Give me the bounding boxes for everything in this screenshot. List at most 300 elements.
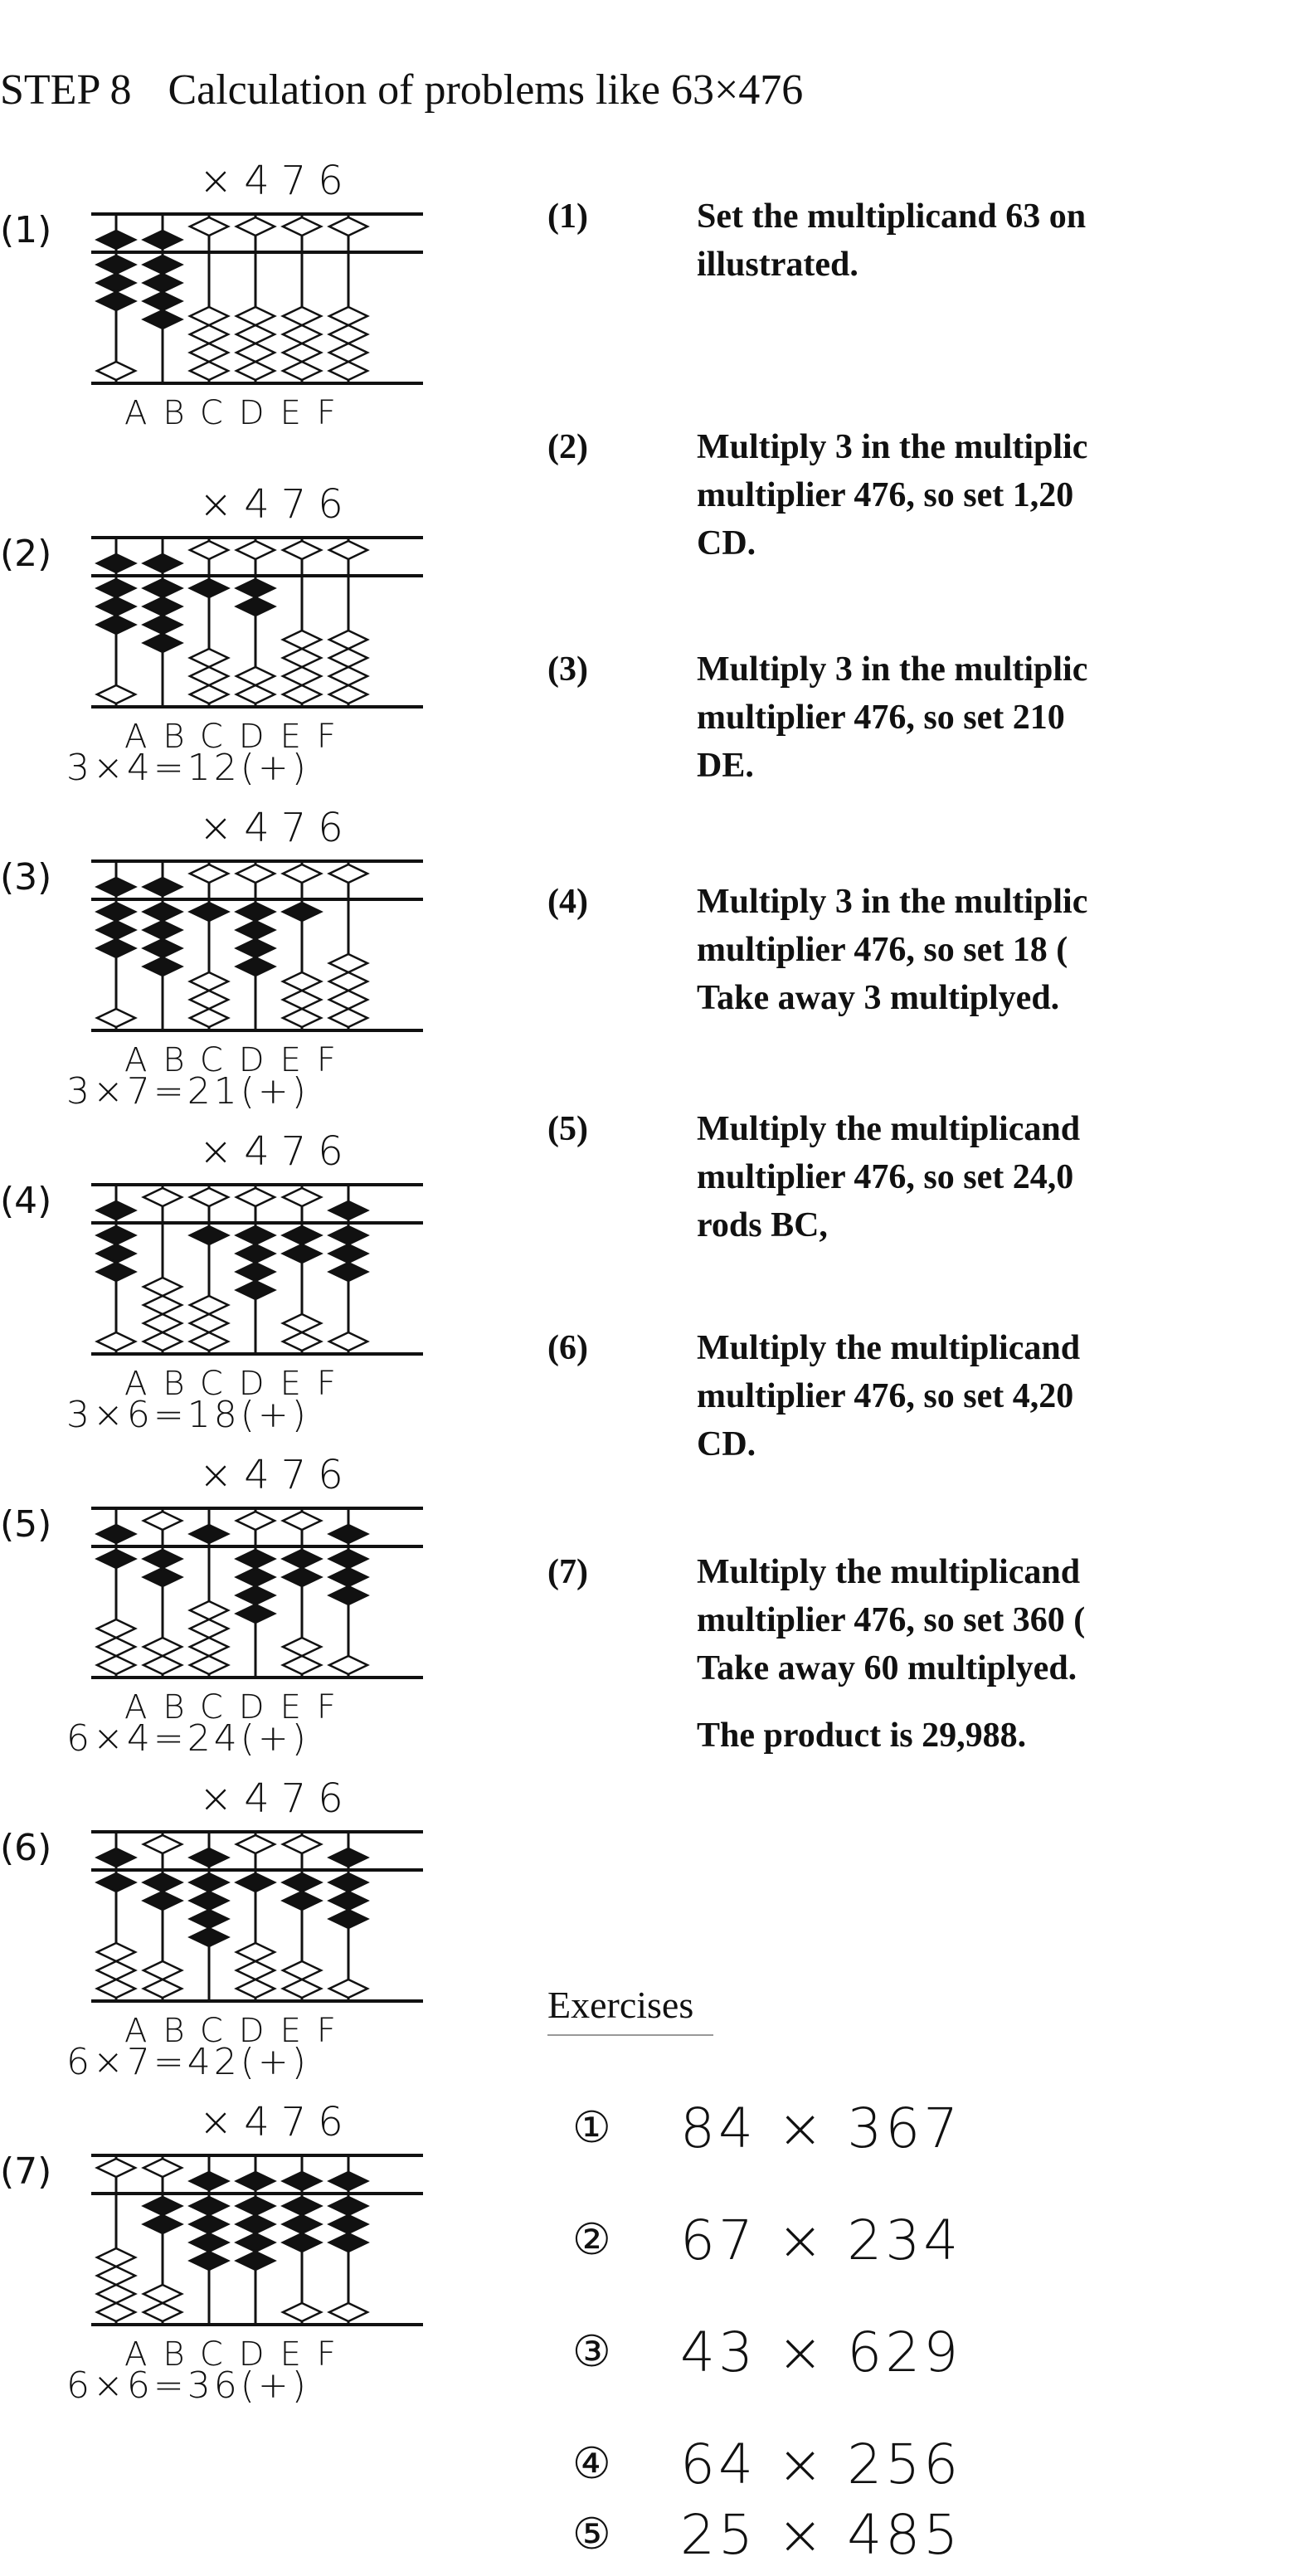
abacus-earth-bead [236, 1281, 275, 1299]
abacus-beam [91, 1868, 423, 1872]
abacus-earth-bead [97, 579, 135, 597]
abacus-heaven-bead [283, 1835, 321, 1853]
multiplier-label: ×476 [199, 1775, 355, 1822]
abacus-earth-bead [236, 1244, 275, 1263]
abacus-heaven-bead [236, 1512, 275, 1530]
abacus-earth-bead [329, 991, 367, 1009]
abacus-earth-bead [190, 972, 228, 991]
abacus-diagram [83, 199, 431, 398]
abacus-earth-bead [190, 1601, 228, 1619]
abacus-earth-bead [190, 2233, 228, 2252]
multiplier-label: ×476 [199, 1128, 355, 1175]
abacus-earth-bead [329, 1009, 367, 1027]
abacus-earth-bead [329, 2197, 367, 2215]
abacus-earth-bead [329, 1244, 367, 1263]
abacus-heaven-bead [236, 217, 275, 236]
multiplier-label: ×476 [199, 481, 355, 528]
abacus-heaven-bead [143, 554, 182, 572]
instruction-line: DE. [697, 747, 754, 785]
rod-letters: ABCDEF [124, 718, 352, 756]
instruction-number: (6) [547, 1329, 588, 1367]
exercise-item-3 [572, 2319, 961, 2385]
abacus-top-frame [91, 1830, 423, 1833]
abacus-earth-bead [143, 1568, 182, 1586]
abacus-earth-bead [283, 1961, 321, 1979]
abacus-earth-bead [143, 1278, 182, 1296]
partial-product-equation: 6×7=42(+) [66, 2041, 309, 2083]
abacus-earth-bead [236, 903, 275, 921]
rod-letters: ABCDEF [124, 1041, 352, 1079]
abacus-step-6 [0, 1775, 481, 2099]
exercise-number: ① [572, 2103, 611, 2153]
abacus-earth-bead [143, 1332, 182, 1351]
abacus-earth-bead [97, 1656, 135, 1674]
exercise-expression: 25 × 485 [680, 2502, 962, 2567]
abacus-earth-bead [97, 1263, 135, 1281]
abacus-heaven-bead [190, 1525, 228, 1543]
exercise-expression: 67 × 234 [680, 2208, 962, 2272]
instruction-number: (7) [547, 1553, 588, 1591]
abacus-earth-bead [190, 579, 228, 597]
abacus-earth-bead [236, 2197, 275, 2215]
abacus-earth-bead [283, 1979, 321, 1998]
abacus-step-number: (5) [0, 1503, 52, 1546]
abacus-earth-bead [190, 1226, 228, 1244]
abacus-earth-bead [190, 1314, 228, 1332]
abacus-bottom-frame [91, 705, 423, 709]
abacus-diagram [83, 1170, 431, 1369]
exercises-title: Exercises [547, 1984, 694, 2026]
abacus-earth-bead [329, 631, 367, 649]
abacus-heaven-bead [190, 1848, 228, 1867]
abacus-earth-bead [329, 685, 367, 704]
abacus-earth-bead [97, 1009, 135, 1027]
abacus-earth-bead [190, 667, 228, 685]
abacus-heaven-bead [143, 1512, 182, 1530]
abacus-heaven-bead [283, 864, 321, 883]
abacus-earth-bead [236, 2215, 275, 2233]
instruction-line: Multiply 3 in the multiplic [697, 650, 1088, 689]
abacus-heaven-bead [283, 541, 321, 559]
abacus-earth-bead [143, 310, 182, 329]
exercise-number: ⑤ [572, 2510, 611, 2559]
abacus-earth-bead [143, 2303, 182, 2321]
rod-letters: ABCDEF [124, 1688, 352, 1726]
abacus-diagram [83, 1493, 431, 1692]
instruction-6 [547, 1324, 1277, 1468]
abacus-earth-bead [283, 2233, 321, 2252]
instruction-line: Multiply the multiplicand [697, 1329, 1081, 1367]
instruction-text [697, 645, 1277, 790]
instruction-2 [547, 423, 1277, 567]
abacus-earth-bead [190, 2252, 228, 2270]
exercise-item-1 [572, 2095, 961, 2161]
abacus-heaven-bead [283, 2172, 321, 2190]
abacus-earth-bead [283, 1892, 321, 1910]
abacus-earth-bead [283, 1550, 321, 1568]
instruction-line: multiplier 476, so set 210 [697, 699, 1065, 737]
abacus-earth-bead [190, 1873, 228, 1892]
instruction-text [697, 1548, 1277, 1692]
abacus-earth-bead [143, 903, 182, 921]
abacus-heaven-bead [329, 217, 367, 236]
exercise-number: ② [572, 2215, 611, 2265]
exercise-number: ③ [572, 2327, 611, 2377]
abacus-top-frame [91, 212, 423, 216]
abacus-earth-bead [143, 1550, 182, 1568]
abacus-beam [91, 1221, 423, 1225]
abacus-heaven-bead [283, 1512, 321, 1530]
abacus-earth-bead [190, 325, 228, 343]
abacus-diagram [83, 1817, 431, 2016]
abacus-earth-bead [97, 292, 135, 310]
abacus-earth-bead [236, 579, 275, 597]
abacus-earth-bead [97, 1619, 135, 1638]
instruction-text [697, 1105, 1277, 1249]
abacus-earth-bead [329, 1873, 367, 1892]
abacus-earth-bead [143, 274, 182, 292]
abacus-earth-bead [143, 957, 182, 976]
abacus-earth-bead [329, 362, 367, 380]
abacus-step-4 [0, 1128, 481, 1452]
abacus-earth-bead [190, 1332, 228, 1351]
abacus-earth-bead [283, 1314, 321, 1332]
abacus-heaven-bead [236, 1188, 275, 1206]
abacus-earth-bead [283, 903, 321, 921]
abacus-earth-bead [329, 667, 367, 685]
abacus-earth-bead [143, 939, 182, 957]
abacus-earth-bead [236, 1943, 275, 1961]
abacus-heaven-bead [190, 217, 228, 236]
abacus-earth-bead [236, 1961, 275, 1979]
multiplier-label: ×476 [199, 158, 355, 204]
multiplier-label: ×476 [199, 805, 355, 851]
abacus-step-number: (7) [0, 2150, 52, 2193]
abacus-earth-bead [329, 1656, 367, 1674]
abacus-earth-bead [97, 685, 135, 704]
abacus-earth-bead [236, 2252, 275, 2270]
abacus-earth-bead [236, 685, 275, 704]
abacus-heaven-bead [329, 1848, 367, 1867]
abacus-earth-bead [329, 1263, 367, 1281]
abacus-earth-bead [97, 1979, 135, 1998]
instruction-text [697, 878, 1277, 1022]
abacus-earth-bead [236, 1263, 275, 1281]
abacus-earth-bead [236, 1226, 275, 1244]
abacus-heaven-bead [97, 554, 135, 572]
exercise-item-4 [572, 2431, 961, 2497]
abacus-heaven-bead [190, 1188, 228, 1206]
abacus-earth-bead [190, 2215, 228, 2233]
abacus-earth-bead [97, 1244, 135, 1263]
abacus-beam [91, 2192, 423, 2195]
abacus-earth-bead [97, 2285, 135, 2303]
abacus-earth-bead [236, 939, 275, 957]
abacus-heaven-bead [236, 864, 275, 883]
abacus-step-2 [0, 481, 481, 805]
abacus-earth-bead [329, 1892, 367, 1910]
abacus-earth-bead [190, 2197, 228, 2215]
abacus-earth-bead [190, 307, 228, 325]
abacus-earth-bead [97, 2303, 135, 2321]
abacus-heaven-bead [97, 2159, 135, 2177]
abacus-earth-bead [97, 1961, 135, 1979]
abacus-earth-bead [329, 1332, 367, 1351]
abacus-earth-bead [236, 362, 275, 380]
abacus-earth-bead [283, 1244, 321, 1263]
abacus-earth-bead [283, 667, 321, 685]
abacus-heaven-bead [143, 878, 182, 896]
abacus-earth-bead [97, 1873, 135, 1892]
abacus-earth-bead [283, 1009, 321, 1027]
abacus-earth-bead [283, 1638, 321, 1656]
abacus-earth-bead [236, 1605, 275, 1623]
abacus-earth-bead [283, 1332, 321, 1351]
abacus-step-number: (1) [0, 209, 52, 251]
abacus-earth-bead [143, 1296, 182, 1314]
partial-product-equation: 6×6=36(+) [66, 2364, 309, 2407]
abacus-earth-bead [190, 1910, 228, 1928]
instruction-text [697, 1324, 1277, 1468]
abacus-earth-bead [97, 1226, 135, 1244]
instruction-line: rods BC, [697, 1206, 828, 1244]
abacus-earth-bead [283, 631, 321, 649]
step-title: Calculation of problems like 63×476 [168, 66, 804, 114]
instruction-line: Multiply 3 in the multiplic [697, 428, 1088, 466]
instruction-number: (2) [547, 428, 588, 466]
abacus-earth-bead [329, 1586, 367, 1605]
rod-letters: ABCDEF [124, 2335, 352, 2374]
abacus-earth-bead [190, 1928, 228, 1946]
abacus-earth-bead [97, 903, 135, 921]
abacus-earth-bead [97, 1638, 135, 1656]
abacus-heaven-bead [190, 2172, 228, 2190]
abacus-earth-bead [190, 991, 228, 1009]
instruction-line: multiplier 476, so set 4,20 [697, 1377, 1074, 1415]
instruction-text [697, 423, 1277, 567]
abacus-heaven-bead [97, 231, 135, 249]
abacus-earth-bead [143, 634, 182, 652]
instruction-line: multiplier 476, so set 1,20 [697, 476, 1074, 514]
abacus-earth-bead [283, 2303, 321, 2321]
step-label: STEP 8 [0, 66, 132, 114]
abacus-earth-bead [190, 1892, 228, 1910]
instruction-number: (1) [547, 197, 588, 236]
abacus-earth-bead [143, 256, 182, 274]
exercise-expression: 43 × 629 [680, 2320, 962, 2384]
abacus-earth-bead [283, 307, 321, 325]
abacus-heaven-bead [236, 2172, 275, 2190]
abacus-heaven-bead [143, 1188, 182, 1206]
partial-product-equation: 3×6=18(+) [66, 1394, 309, 1436]
abacus-top-frame [91, 2154, 423, 2157]
abacus-earth-bead [236, 1568, 275, 1586]
abacus-earth-bead [143, 1314, 182, 1332]
abacus-beam [91, 574, 423, 577]
abacus-earth-bead [283, 1568, 321, 1586]
abacus-earth-bead [143, 1961, 182, 1979]
abacus-earth-bead [143, 616, 182, 634]
abacus-heaven-bead [236, 1835, 275, 1853]
abacus-bottom-frame [91, 1676, 423, 1679]
abacus-heaven-bead [329, 541, 367, 559]
abacus-earth-bead [329, 1550, 367, 1568]
abacus-bottom-frame [91, 2323, 423, 2326]
product-result: The product is 29,988. [697, 1717, 1027, 1755]
abacus-earth-bead [143, 1892, 182, 1910]
abacus-step-3 [0, 805, 481, 1128]
abacus-step-5 [0, 1452, 481, 1775]
abacus-earth-bead [329, 325, 367, 343]
abacus-earth-bead [143, 1979, 182, 1998]
abacus-earth-bead [97, 597, 135, 616]
abacus-earth-bead [283, 649, 321, 667]
instruction-line: Multiply the multiplicand [697, 1110, 1081, 1148]
instruction-line: illustrated. [697, 246, 859, 284]
abacus-earth-bead [329, 2233, 367, 2252]
abacus-earth-bead [190, 1009, 228, 1027]
abacus-earth-bead [283, 1873, 321, 1892]
abacus-earth-bead [97, 616, 135, 634]
abacus-earth-bead [329, 1568, 367, 1586]
abacus-heaven-bead [190, 864, 228, 883]
abacus-step-number: (3) [0, 856, 52, 898]
abacus-earth-bead [143, 1656, 182, 1674]
instruction-line: Multiply 3 in the multiplic [697, 883, 1088, 921]
abacus-top-frame [91, 859, 423, 863]
abacus-heaven-bead [97, 1848, 135, 1867]
abacus-earth-bead [236, 957, 275, 976]
partial-product-equation: 6×4=24(+) [66, 1717, 309, 1760]
abacus-earth-bead [97, 2248, 135, 2267]
abacus-heaven-bead [329, 1525, 367, 1543]
abacus-earth-bead [190, 903, 228, 921]
abacus-earth-bead [143, 921, 182, 939]
abacus-earth-bead [329, 649, 367, 667]
abacus-beam [91, 251, 423, 254]
abacus-bottom-frame [91, 1029, 423, 1032]
abacus-earth-bead [236, 1979, 275, 1998]
abacus-heaven-bead [329, 1201, 367, 1220]
abacus-earth-bead [97, 2267, 135, 2285]
abacus-top-frame [91, 1183, 423, 1186]
abacus-heaven-bead [236, 541, 275, 559]
abacus-heaven-bead [143, 2159, 182, 2177]
abacus-earth-bead [97, 362, 135, 380]
instruction-line: multiplier 476, so set 24,0 [697, 1158, 1074, 1196]
abacus-earth-bead [143, 579, 182, 597]
abacus-earth-bead [283, 343, 321, 362]
instruction-line: CD. [697, 1425, 756, 1463]
abacus-earth-bead [236, 343, 275, 362]
abacus-heaven-bead [97, 1201, 135, 1220]
instruction-number: (3) [547, 650, 588, 689]
abacus-earth-bead [143, 1873, 182, 1892]
instruction-line: CD. [697, 524, 756, 562]
rod-letters: ABCDEF [124, 394, 352, 432]
instruction-number: (4) [547, 883, 588, 921]
abacus-top-frame [91, 1507, 423, 1510]
abacus-earth-bead [190, 649, 228, 667]
abacus-earth-bead [236, 921, 275, 939]
abacus-earth-bead [283, 991, 321, 1009]
partial-product-equation: 3×7=21(+) [66, 1070, 309, 1113]
abacus-earth-bead [97, 939, 135, 957]
exercise-number: ④ [572, 2439, 611, 2489]
abacus-earth-bead [143, 2285, 182, 2303]
rod-letters: ABCDEF [124, 1365, 352, 1403]
abacus-earth-bead [329, 1910, 367, 1928]
abacus-earth-bead [190, 1656, 228, 1674]
abacus-step-number: (6) [0, 1827, 52, 1869]
abacus-earth-bead [190, 1296, 228, 1314]
abacus-diagram [83, 523, 431, 722]
multiplier-label: ×476 [199, 2099, 355, 2145]
abacus-earth-bead [329, 343, 367, 362]
abacus-earth-bead [329, 972, 367, 991]
abacus-earth-bead [236, 1586, 275, 1605]
abacus-heaven-bead [190, 541, 228, 559]
abacus-earth-bead [143, 292, 182, 310]
abacus-earth-bead [283, 972, 321, 991]
exercise-item-2 [572, 2207, 961, 2273]
abacus-heaven-bead [329, 864, 367, 883]
abacus-earth-bead [97, 256, 135, 274]
exercise-expression: 64 × 256 [680, 2432, 962, 2496]
abacus-earth-bead [143, 2197, 182, 2215]
abacus-heaven-bead [283, 217, 321, 236]
abacus-diagram [83, 2140, 431, 2340]
abacus-earth-bead [190, 1619, 228, 1638]
instruction-1 [547, 192, 1277, 289]
abacus-earth-bead [97, 274, 135, 292]
step-header [0, 56, 803, 123]
abacus-earth-bead [236, 325, 275, 343]
instruction-text [697, 192, 1277, 289]
instruction-3 [547, 645, 1277, 790]
abacus-beam [91, 1545, 423, 1548]
instruction-line: multiplier 476, so set 18 ( [697, 931, 1068, 969]
abacus-earth-bead [329, 1979, 367, 1998]
instruction-line: multiplier 476, so set 360 ( [697, 1601, 1086, 1639]
abacus-earth-bead [97, 1550, 135, 1568]
abacus-step-number: (2) [0, 533, 52, 575]
abacus-earth-bead [236, 1873, 275, 1892]
abacus-earth-bead [97, 1943, 135, 1961]
abacus-step-7 [0, 2099, 481, 2423]
instruction-line: Set the multiplicand 63 on [697, 197, 1087, 236]
partial-product-equation: 3×4=12(+) [66, 747, 309, 789]
abacus-earth-bead [283, 325, 321, 343]
abacus-earth-bead [190, 362, 228, 380]
abacus-heaven-bead [143, 1835, 182, 1853]
abacus-earth-bead [329, 1226, 367, 1244]
instruction-line: Take away 3 multiplyed. [697, 979, 1060, 1017]
abacus-bottom-frame [91, 1352, 423, 1356]
abacus-bottom-frame [91, 382, 423, 385]
exercise-item-5 [572, 2501, 961, 2568]
abacus-step-number: (4) [0, 1180, 52, 1222]
abacus-heaven-bead [329, 2172, 367, 2190]
abacus-earth-bead [236, 2233, 275, 2252]
exercise-expression: 84 × 367 [680, 2096, 962, 2160]
abacus-earth-bead [283, 1226, 321, 1244]
exercises-title-underline [547, 2034, 713, 2036]
instruction-number: (5) [547, 1110, 588, 1148]
abacus-step-1 [0, 158, 481, 481]
abacus-heaven-bead [97, 878, 135, 896]
abacus-earth-bead [283, 362, 321, 380]
